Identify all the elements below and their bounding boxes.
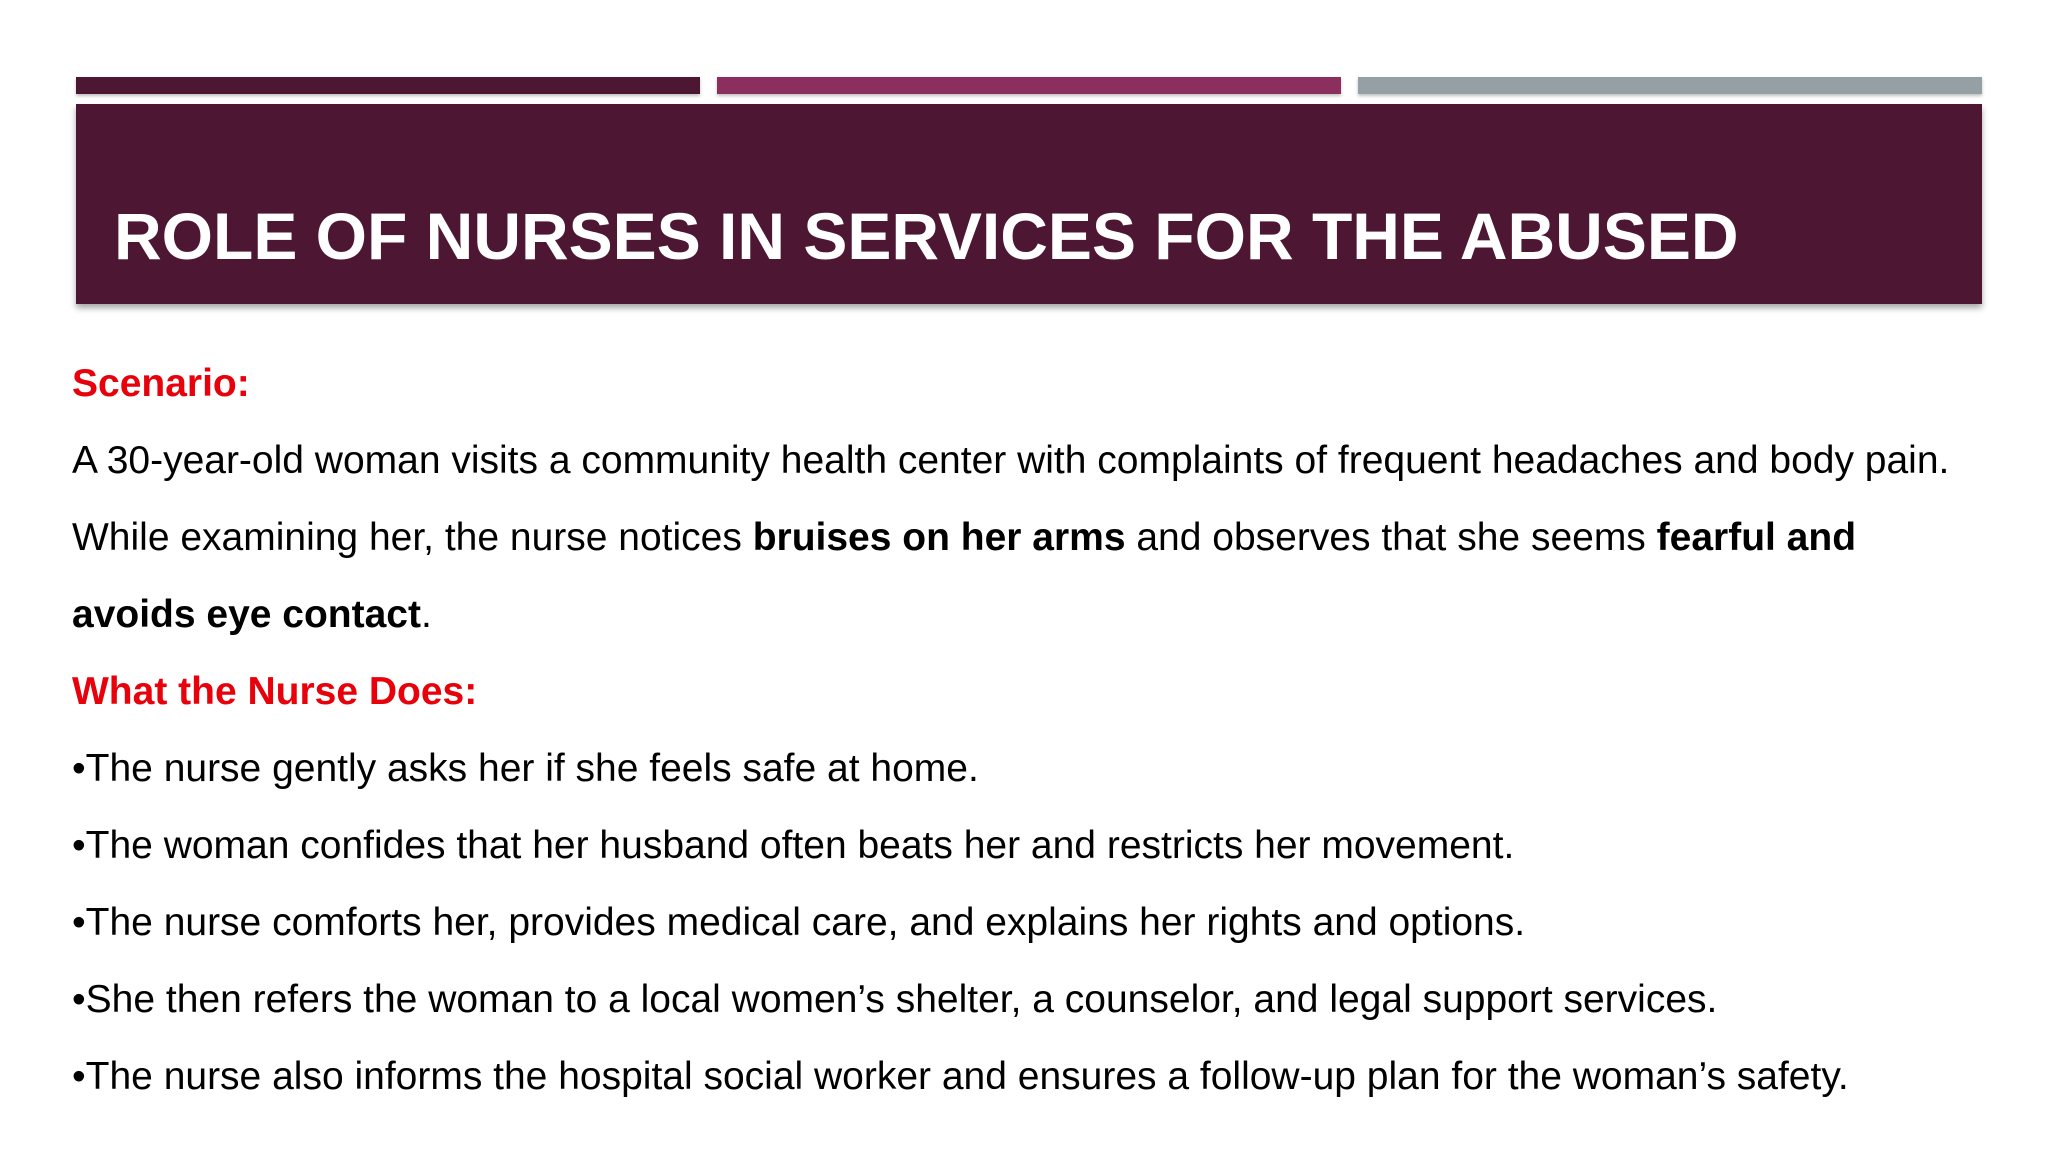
actions-heading: What the Nurse Does: bbox=[72, 670, 478, 713]
scenario-line-3 bbox=[72, 576, 1992, 653]
slide-body bbox=[72, 345, 1992, 1115]
scenario-line-1: A 30-year-old woman visits a community health center with complaints of frequent headaches and body pain. bbox=[72, 439, 1950, 482]
accent-bar-middle bbox=[717, 77, 1341, 94]
bullet-item: •The nurse also informs the hospital social worker and ensures a follow-up plan for the woman’s safety. bbox=[72, 1055, 1849, 1098]
scenario-text: and observes that she seems bbox=[1125, 516, 1657, 559]
title-banner bbox=[76, 104, 1982, 304]
scenario-emphasis: bruises on her arms bbox=[752, 516, 1126, 559]
slide-title: ROLE OF NURSES IN SERVICES FOR THE ABUSED bbox=[114, 199, 1739, 273]
scenario-emphasis: fearful and bbox=[1656, 516, 1857, 559]
accent-bar-right bbox=[1358, 77, 1982, 94]
scenario-line-2 bbox=[72, 499, 1992, 576]
bullet-item: •The nurse gently asks her if she feels safe at home. bbox=[72, 747, 979, 790]
bullet-item: •She then refers the woman to a local women’s shelter, a counselor, and legal support services. bbox=[72, 978, 1718, 1021]
scenario-text: . bbox=[420, 593, 432, 636]
scenario-emphasis: avoids eye contact bbox=[72, 593, 421, 636]
bullet-item: •The nurse comforts her, provides medical care, and explains her rights and options. bbox=[72, 901, 1526, 944]
scenario-text: While examining her, the nurse notices bbox=[72, 516, 753, 559]
bullet-item: •The woman confides that her husband often beats her and restricts her movement. bbox=[72, 824, 1515, 867]
accent-bar-left bbox=[76, 77, 700, 94]
scenario-heading: Scenario: bbox=[72, 362, 250, 405]
